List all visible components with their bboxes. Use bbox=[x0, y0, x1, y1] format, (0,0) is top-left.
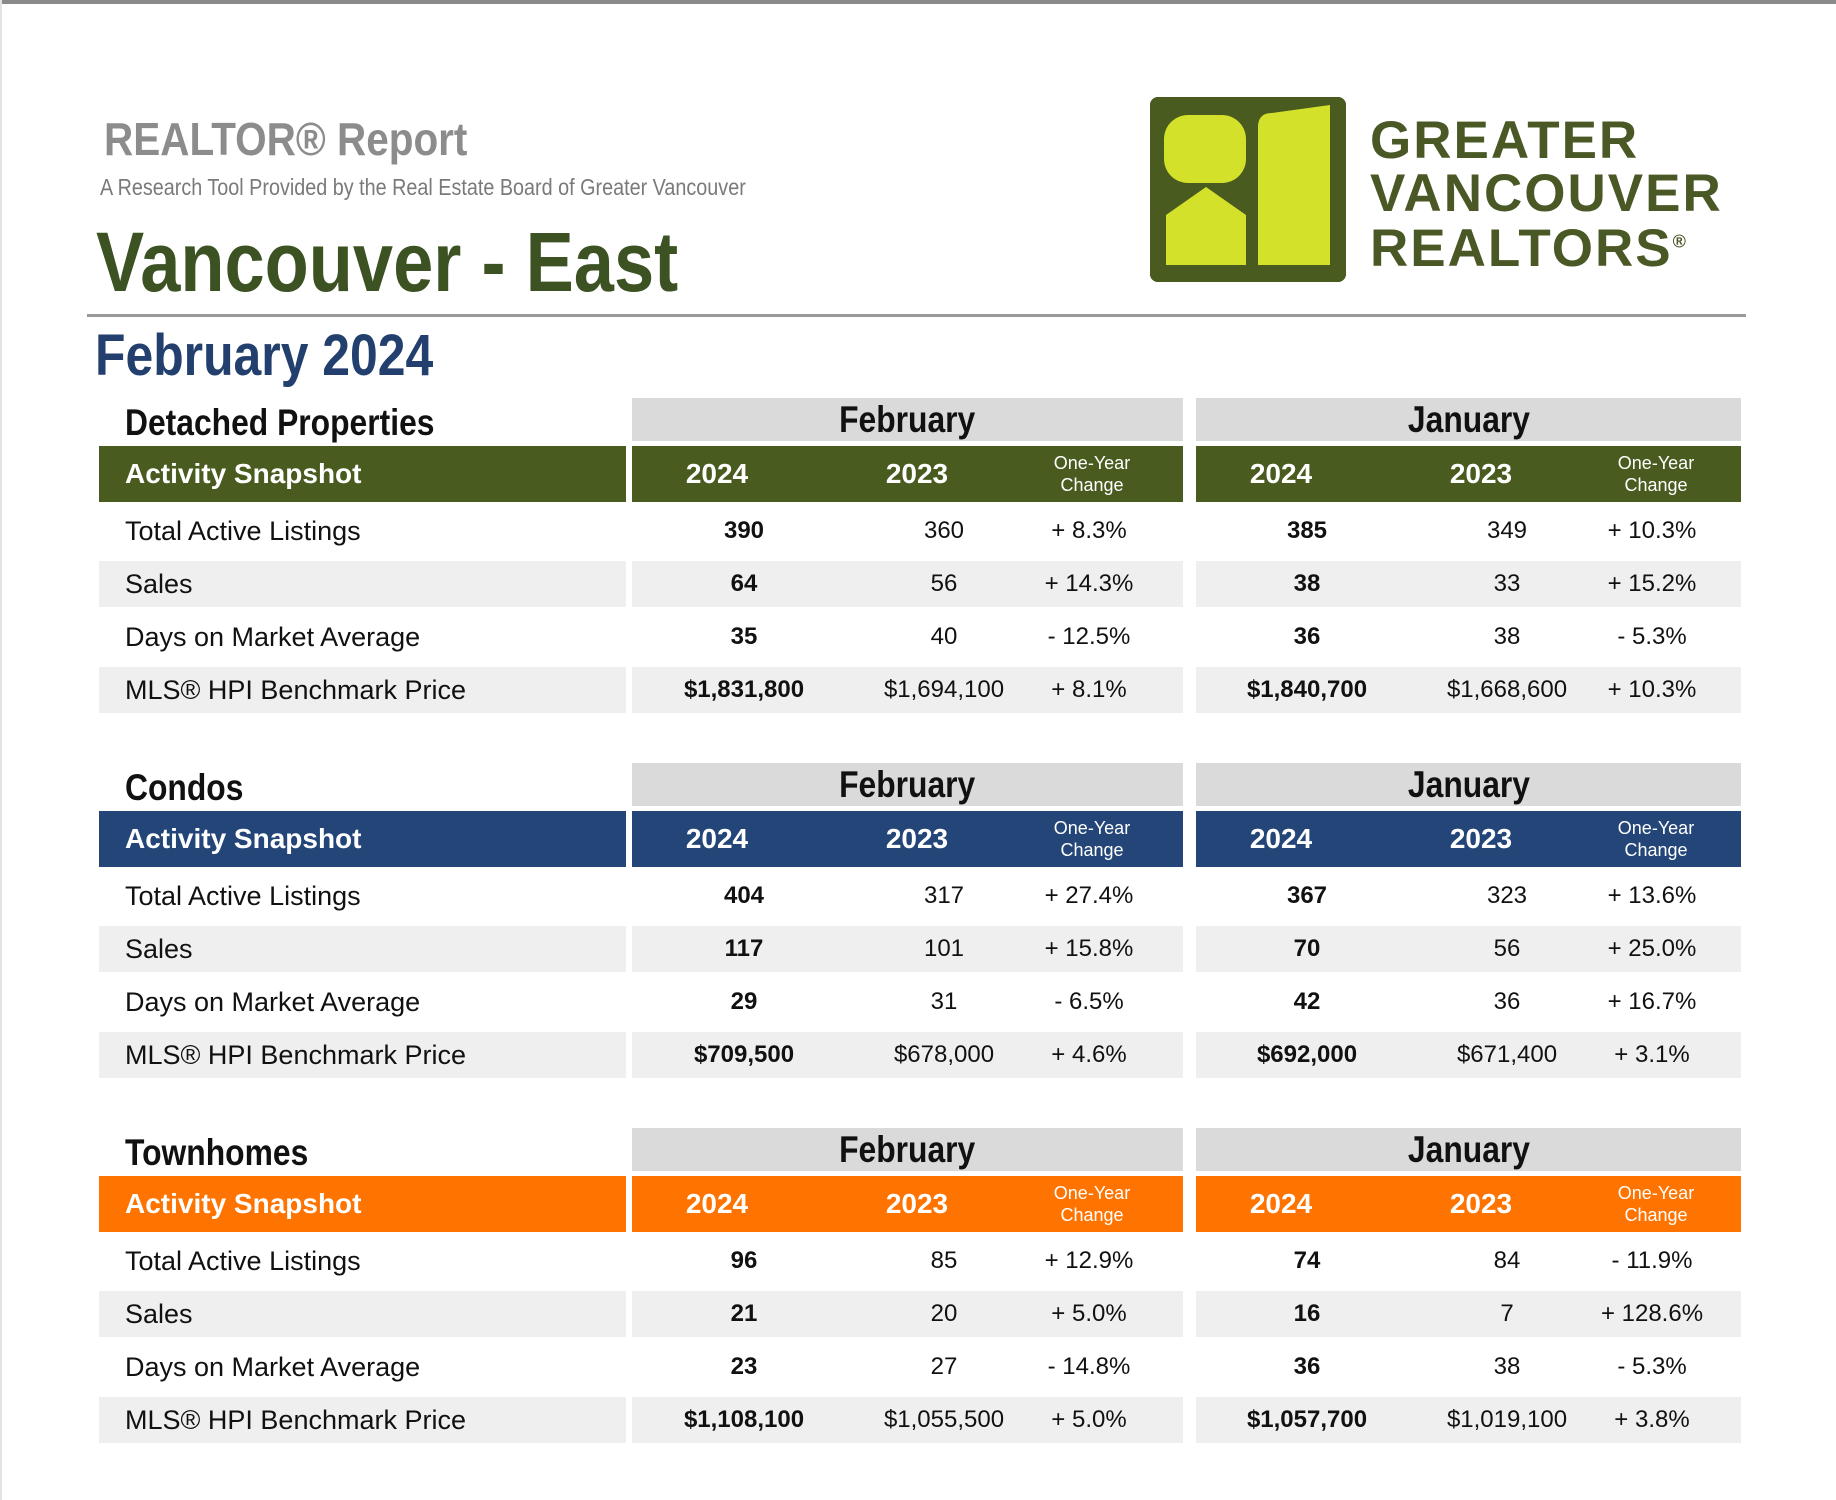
value-cell: - 6.5% bbox=[1054, 988, 1124, 1015]
value-cell: + 10.3% bbox=[1607, 517, 1697, 544]
report-title: REALTOR® Report bbox=[104, 113, 468, 165]
value-cell: 323 bbox=[1486, 882, 1528, 909]
section-title: Detached Properties bbox=[125, 402, 435, 443]
month-header-current-label: February bbox=[839, 399, 976, 440]
value-cell: 404 bbox=[723, 882, 765, 909]
month-header-previous bbox=[1196, 398, 1741, 441]
report-subtitle: A Research Tool Provided by the Real Estate Board of Greater Vancouver bbox=[100, 174, 746, 200]
year-previous-label: 2023 bbox=[885, 823, 949, 854]
header-divider bbox=[87, 314, 1746, 317]
top-border bbox=[0, 0, 1836, 4]
area-title: Vancouver - East bbox=[96, 215, 679, 309]
value-cell: 36 bbox=[1293, 623, 1321, 650]
value-cell: 74 bbox=[1293, 1247, 1321, 1274]
value-cell: $1,668,600 bbox=[1446, 676, 1568, 703]
value-cell: 40 bbox=[930, 623, 958, 650]
value-cell: + 5.0% bbox=[1051, 1300, 1127, 1327]
value-cell: 117 bbox=[724, 935, 764, 962]
snapshot-header bbox=[99, 1176, 626, 1232]
change-label bbox=[1596, 817, 1716, 861]
year-header-current bbox=[632, 811, 1183, 867]
logo-registered-mark: ® bbox=[1672, 231, 1688, 252]
value-cell: 21 bbox=[730, 1300, 758, 1327]
year-current-label: 2024 bbox=[1249, 1188, 1313, 1219]
row-label: MLS® HPI Benchmark Price bbox=[125, 675, 466, 705]
value-cell: 96 bbox=[730, 1247, 758, 1274]
year-current-label: 2024 bbox=[685, 458, 749, 489]
value-cell: 31 bbox=[930, 988, 958, 1015]
table-row bbox=[0, 979, 1836, 1025]
value-cell: 33 bbox=[1493, 570, 1521, 597]
section-title: Condos bbox=[125, 767, 244, 808]
value-cell: 36 bbox=[1493, 988, 1521, 1015]
table-row bbox=[0, 614, 1836, 660]
value-cell: - 12.5% bbox=[1047, 623, 1131, 650]
change-label-line2: Change bbox=[1060, 1205, 1124, 1225]
logo-mark-icon bbox=[1150, 97, 1346, 282]
value-cell: + 8.3% bbox=[1051, 517, 1127, 544]
value-cell: 64 bbox=[730, 570, 758, 597]
value-cell: $1,840,700 bbox=[1246, 676, 1368, 703]
value-cell: 56 bbox=[930, 570, 958, 597]
row-label: Days on Market Average bbox=[125, 987, 421, 1017]
logo-text-line3-word: REALTORS bbox=[1370, 219, 1673, 278]
year-current-label: 2024 bbox=[685, 1188, 749, 1219]
year-previous-label: 2023 bbox=[1449, 823, 1513, 854]
value-cell: 84 bbox=[1493, 1247, 1521, 1274]
month-header-current-label: February bbox=[839, 764, 976, 805]
value-cell: 27 bbox=[930, 1353, 958, 1380]
value-cell: + 128.6% bbox=[1600, 1300, 1704, 1327]
table-row bbox=[0, 561, 1836, 607]
value-cell: $671,400 bbox=[1456, 1041, 1558, 1068]
row-label: MLS® HPI Benchmark Price bbox=[125, 1405, 466, 1435]
value-cell: $1,057,700 bbox=[1246, 1406, 1368, 1433]
logo-text-line2: VANCOUVER bbox=[1370, 164, 1723, 223]
value-cell: 23 bbox=[730, 1353, 758, 1380]
row-label: Total Active Listings bbox=[125, 881, 361, 911]
value-cell: + 27.4% bbox=[1044, 882, 1134, 909]
row-label: Total Active Listings bbox=[125, 516, 361, 546]
change-label-line2: Change bbox=[1060, 475, 1124, 495]
table-row bbox=[0, 1291, 1836, 1337]
table-row bbox=[0, 667, 1836, 713]
change-label-line2: Change bbox=[1060, 840, 1124, 860]
snapshot-label: Activity Snapshot bbox=[125, 1188, 362, 1219]
row-label: Days on Market Average bbox=[125, 1352, 421, 1382]
row-label: Sales bbox=[125, 569, 193, 599]
change-label-line2: Change bbox=[1624, 475, 1688, 495]
value-cell: $678,000 bbox=[893, 1041, 995, 1068]
section-title: Townhomes bbox=[125, 1132, 309, 1173]
change-label bbox=[1032, 452, 1152, 496]
value-cell: $1,831,800 bbox=[683, 676, 805, 703]
value-cell: - 5.3% bbox=[1617, 1353, 1687, 1380]
month-header-previous-label: January bbox=[1407, 764, 1530, 805]
row-label: Days on Market Average bbox=[125, 622, 421, 652]
value-cell: + 3.1% bbox=[1614, 1041, 1690, 1068]
month-header-current-label: February bbox=[839, 1129, 976, 1170]
snapshot-label: Activity Snapshot bbox=[125, 823, 362, 854]
value-cell: + 16.7% bbox=[1607, 988, 1697, 1015]
month-header-previous bbox=[1196, 763, 1741, 806]
value-cell: + 12.9% bbox=[1044, 1247, 1134, 1274]
table-row bbox=[0, 1397, 1836, 1443]
table-row bbox=[0, 926, 1836, 972]
value-cell: $709,500 bbox=[693, 1041, 795, 1068]
year-header-previous bbox=[1196, 811, 1741, 867]
month-header-previous-label: January bbox=[1407, 1129, 1530, 1170]
section-1 bbox=[0, 763, 1836, 1133]
value-cell: $1,055,500 bbox=[883, 1406, 1005, 1433]
section-2 bbox=[0, 1128, 1836, 1498]
year-previous-label: 2023 bbox=[885, 458, 949, 489]
row-label: Total Active Listings bbox=[125, 1246, 361, 1276]
change-label-line1: One-Year bbox=[1053, 1183, 1131, 1203]
logo-text-line1: GREATER bbox=[1370, 111, 1640, 170]
year-header-current bbox=[632, 446, 1183, 502]
value-cell: - 14.8% bbox=[1047, 1353, 1131, 1380]
value-cell: 20 bbox=[930, 1300, 958, 1327]
value-cell: 70 bbox=[1293, 935, 1321, 962]
value-cell: 317 bbox=[923, 882, 965, 909]
change-label-line1: One-Year bbox=[1617, 1183, 1695, 1203]
value-cell: 42 bbox=[1293, 988, 1321, 1015]
year-previous-label: 2023 bbox=[885, 1188, 949, 1219]
year-previous-label: 2023 bbox=[1449, 1188, 1513, 1219]
value-cell: 38 bbox=[1293, 570, 1321, 597]
year-current-label: 2024 bbox=[685, 823, 749, 854]
value-cell: + 4.6% bbox=[1051, 1041, 1127, 1068]
table-row bbox=[0, 1238, 1836, 1284]
change-label-line2: Change bbox=[1624, 840, 1688, 860]
value-cell: 101 bbox=[923, 935, 965, 962]
table-row bbox=[0, 1344, 1836, 1390]
value-cell: 85 bbox=[930, 1247, 958, 1274]
value-cell: + 10.3% bbox=[1607, 676, 1697, 703]
change-label bbox=[1596, 452, 1716, 496]
value-cell: + 13.6% bbox=[1607, 882, 1697, 909]
year-current-label: 2024 bbox=[1249, 823, 1313, 854]
table-row bbox=[0, 508, 1836, 554]
year-previous-label: 2023 bbox=[1449, 458, 1513, 489]
value-cell: - 11.9% bbox=[1611, 1247, 1693, 1274]
value-cell: + 15.8% bbox=[1044, 935, 1134, 962]
value-cell: 29 bbox=[730, 988, 758, 1015]
row-label: MLS® HPI Benchmark Price bbox=[125, 1040, 466, 1070]
value-cell: + 3.8% bbox=[1614, 1406, 1690, 1433]
change-label-line2: Change bbox=[1624, 1205, 1688, 1225]
value-cell: - 5.3% bbox=[1617, 623, 1687, 650]
change-label-line1: One-Year bbox=[1617, 818, 1695, 838]
month-header-previous-label: January bbox=[1407, 399, 1530, 440]
section-0 bbox=[0, 398, 1836, 768]
value-cell: 367 bbox=[1286, 882, 1328, 909]
year-current-label: 2024 bbox=[1249, 458, 1313, 489]
month-header-current bbox=[632, 398, 1183, 441]
change-label bbox=[1032, 1182, 1152, 1226]
row-label: Sales bbox=[125, 1299, 193, 1329]
value-cell: 36 bbox=[1293, 1353, 1321, 1380]
value-cell: 349 bbox=[1486, 517, 1528, 544]
value-cell: 38 bbox=[1493, 623, 1521, 650]
change-label-line1: One-Year bbox=[1617, 453, 1695, 473]
value-cell: $1,019,100 bbox=[1446, 1406, 1568, 1433]
row-label: Sales bbox=[125, 934, 193, 964]
change-label-line1: One-Year bbox=[1053, 818, 1131, 838]
logo-text-line3 bbox=[1370, 219, 1688, 278]
value-cell: + 8.1% bbox=[1051, 676, 1127, 703]
value-cell: + 15.2% bbox=[1607, 570, 1697, 597]
table-row bbox=[0, 873, 1836, 919]
value-cell: 35 bbox=[730, 623, 758, 650]
period-title: February 2024 bbox=[95, 323, 434, 388]
value-cell: 7 bbox=[1500, 1300, 1514, 1327]
month-header-current bbox=[632, 1128, 1183, 1171]
change-label-line1: One-Year bbox=[1053, 453, 1131, 473]
month-header-previous bbox=[1196, 1128, 1741, 1171]
value-cell: 360 bbox=[923, 517, 965, 544]
value-cell: 390 bbox=[723, 517, 765, 544]
table-row bbox=[0, 1032, 1836, 1078]
value-cell: + 5.0% bbox=[1051, 1406, 1127, 1433]
value-cell: 385 bbox=[1286, 517, 1328, 544]
value-cell: 56 bbox=[1493, 935, 1521, 962]
value-cell: $692,000 bbox=[1256, 1041, 1358, 1068]
value-cell: + 25.0% bbox=[1607, 935, 1697, 962]
snapshot-header bbox=[99, 446, 626, 502]
year-header-previous bbox=[1196, 446, 1741, 502]
year-header-current bbox=[632, 1176, 1183, 1232]
value-cell: $1,108,100 bbox=[683, 1406, 805, 1433]
year-header-previous bbox=[1196, 1176, 1741, 1232]
month-header-current bbox=[632, 763, 1183, 806]
value-cell: 16 bbox=[1293, 1300, 1321, 1327]
value-cell: + 14.3% bbox=[1044, 570, 1134, 597]
change-label bbox=[1596, 1182, 1716, 1226]
snapshot-label: Activity Snapshot bbox=[125, 458, 362, 489]
value-cell: $1,694,100 bbox=[883, 676, 1005, 703]
value-cell: 38 bbox=[1493, 1353, 1521, 1380]
change-label bbox=[1032, 817, 1152, 861]
snapshot-header bbox=[99, 811, 626, 867]
